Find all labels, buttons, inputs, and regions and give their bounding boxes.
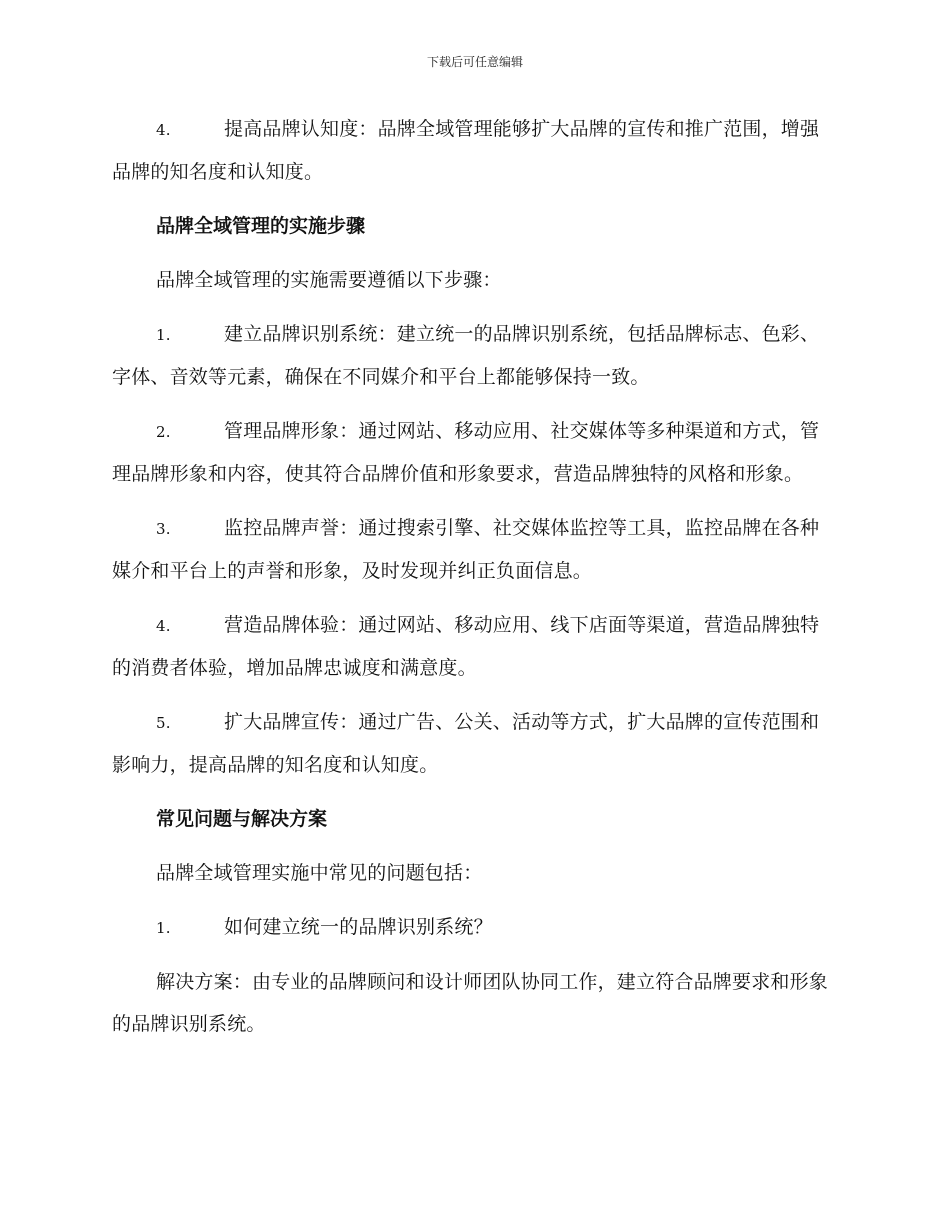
- list-item: [112, 313, 838, 398]
- list-item: [112, 410, 838, 495]
- document-body: [112, 108, 838, 1045]
- list-item: [112, 701, 838, 786]
- list-number: 3.: [156, 520, 171, 538]
- list-item: [112, 108, 838, 193]
- list-number: 4.: [156, 121, 171, 139]
- list-text: 扩大品牌宣传：通过广告、公关、活动等方式，扩大品牌的宣传范围和影响力，提高品牌的知名度和认知度。: [112, 711, 820, 776]
- list-item: [112, 906, 838, 949]
- page-header: 下载后可任意编辑: [426, 55, 523, 69]
- section-heading: 常见问题与解决方案: [156, 808, 328, 830]
- paragraph: 品牌全域管理的实施需要遵循以下步骤：: [156, 269, 502, 291]
- list-text: 建立品牌识别系统：建立统一的品牌识别系统，包括品牌标志、色彩、字体、音效等元素，确保在不同媒介和平台上都能够保持一致。: [112, 323, 820, 388]
- list-number: 5.: [156, 714, 171, 732]
- list-text: 提高品牌认知度：品牌全域管理能够扩大品牌的宣传和推广范围，增强品牌的知名度和认知度。: [112, 118, 820, 183]
- list-number: 1.: [156, 919, 171, 937]
- section-heading: 品牌全域管理的实施步骤: [156, 215, 366, 237]
- list-text: 管理品牌形象：通过网站、移动应用、社交媒体等多种渠道和方式，管理品牌形象和内容，使其符合品牌价值和形象要求，营造品牌独特的风格和形象。: [112, 420, 820, 485]
- list-number: 1.: [156, 326, 171, 344]
- list-text: 营造品牌体验：通过网站、移动应用、线下店面等渠道，营造品牌独特的消费者体验，增加品牌忠诚度和满意度。: [112, 614, 820, 679]
- paragraph: 解决方案：由专业的品牌顾问和设计师团队协同工作，建立符合品牌要求和形象的品牌识别系统。: [112, 971, 829, 1035]
- list-text: 监控品牌声誉：通过搜索引擎、社交媒体监控等工具，监控品牌在各种媒介和平台上的声誉和形象，及时发现并纠正负面信息。: [112, 517, 820, 582]
- paragraph: 品牌全域管理实施中常见的问题包括：: [156, 862, 483, 884]
- list-item: [112, 507, 838, 592]
- list-number: 4.: [156, 617, 171, 635]
- list-number: 2.: [156, 423, 171, 441]
- list-item: [112, 604, 838, 689]
- list-text: 如何建立统一的品牌识别系统？: [224, 916, 493, 938]
